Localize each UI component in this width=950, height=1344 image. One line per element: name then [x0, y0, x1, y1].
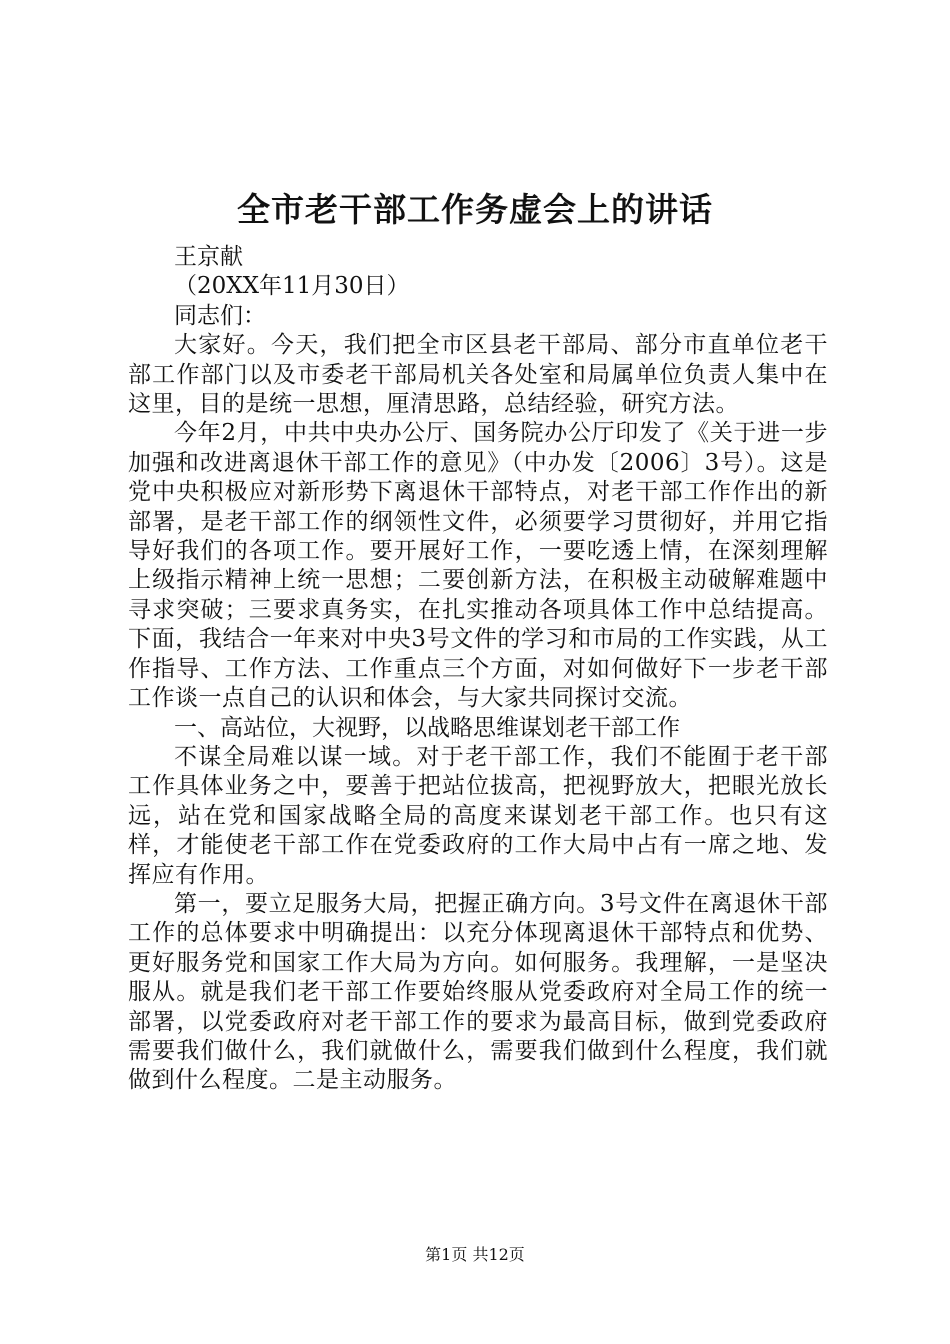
document-title: 全市老干部工作务虚会上的讲话	[237, 190, 713, 229]
salutation-line: 同志们：	[174, 302, 266, 329]
paragraph-global-view: 不谋全局难以谋一域。对于老干部工作，我们不能囿于老干部工作具体业务之中，要善于把站位拔高，把视野放大，把眼光放长远，站在党和国家战略全局的高度来谋划老干部工作。也只有这样，才能使老干部工作在党委政府的工作大局中占有一席之地、发挥应有作用。	[128, 743, 828, 888]
page-footer: 第1页 共12页	[425, 1245, 525, 1264]
date-line: （20XX年11月30日）	[174, 273, 410, 300]
section-heading-1: 一、高站位，大视野，以战略思维谋划老干部工作	[174, 714, 680, 741]
paragraph-greeting: 大家好。今天，我们把全市区县老干部局、部分市直单位老干部工作部门以及市委老干部局机关各处室和局属单位负责人集中在这里，目的是统一思想，厘清思路，总结经验，研究方法。	[128, 332, 828, 418]
paragraph-serve-overall: 第一，要立足服务大局，把握正确方向。3号文件在离退休干部工作的总体要求中明确提出：以充分体现离退休干部特点和优势、更好服务党和国家工作大局为方向。如何服务。我理解，一是坚决服从。就是我们老干部工作要始终服从党委政府对全局工作的统一部署，以党委政府对老干部工作的要求为最高目标，做到党委政府需要我们做什么，我们就做什么，需要我们做到什么程度，我们就做到什么程度。二是主动服务。	[128, 890, 828, 1094]
paragraph-background: 今年2月，中共中央办公厅、国务院办公厅印发了《关于进一步加强和改进离退休干部工作的意见》（中办发〔2006〕3号）。这是党中央积极应对新形势下离退休干部特点，对老干部工作作出的新部署，是老干部工作的纲领性文件，必须要学习贯彻好，并用它指导好我们的各项工作。要开展好工作，一要吃透上情，在深刻理解上级指示精神上统一思想；二要创新方法，在积极主动破解难题中寻求突破；三要求真务实，在扎实推动各项具体工作中总结提高。下面，我结合一年来对中央3号文件的学习和市局的工作实践，从工作指导、工作方法、工作重点三个方面，对如何做好下一步老干部工作谈一点自己的认识和体会，与大家共同探讨交流。	[128, 420, 828, 712]
author-line: 王京献	[174, 244, 243, 270]
document-body	[128, 243, 828, 1096]
